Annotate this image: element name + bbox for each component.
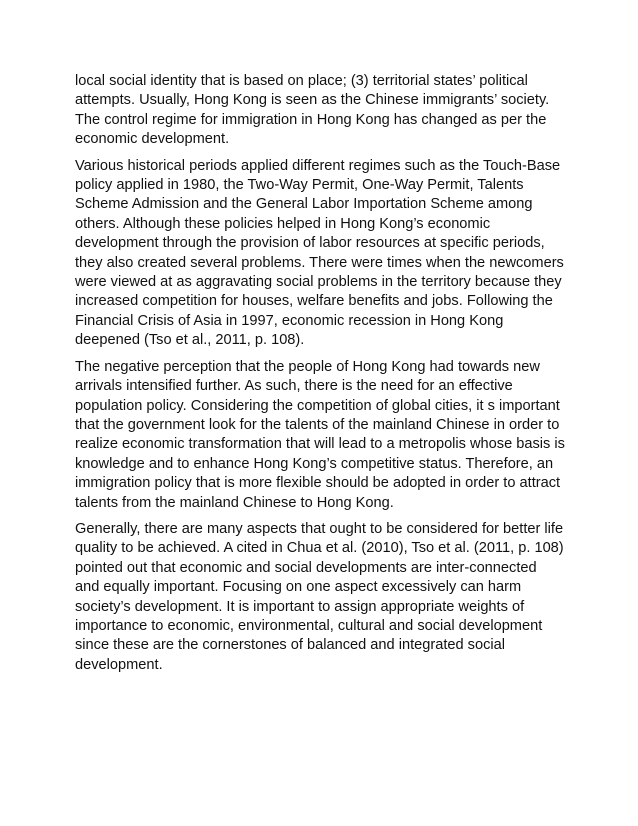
paragraph-negative-perception: The negative perception that the people of Hong Kong had towards new arrivals intensified further. As such, there is the need for an effective population policy. Considering the competition of global cities, it s important that the government look for the talents of the mainland Chinese in order to realize economic transformation that will lead to a metropolis whose basis is knowledge and to enhance Hong Kong’s competitive status. Therefore, an immigration policy that is more flexible should be adopted in order to attract talents from the mainland Chinese to Hong Kong.	[75, 358, 565, 511]
paragraph-life-quality: Generally, there are many aspects that ought to be considered for better life quality to be achieved. A cited in Chua et al. (2010), Tso et al. (2011, p. 108) pointed out that economic and social developments are inter-connected and equally important. Focusing on one aspect excessively can harm society’s development. It is important to assign appropriate weights of importance to economic, environmental, cultural and social development since these are the cornerstones of balanced and integrated social development.	[75, 520, 564, 673]
document-page	[75, 72, 565, 682]
paragraph-continuation: local social identity that is based on place; (3) territorial states’ political attempts. Usually, Hong Kong is seen as the Chinese immigrants’ society. The control regime for immigration in Hong Kong has changed as per the economic development.	[75, 73, 550, 148]
paragraph-historical-regimes: Various historical periods applied different regimes such as the Touch-Base policy applied in 1980, the Two-Way Permit, One-Way Permit, Talents Scheme Admission and the General Labor Importation Scheme among others. Although these policies helped in Hong Kong’s economic development through the provision of labor resources at specific periods, they also created several problems. There were times when the newcomers were viewed at as aggravating social problems in the territory because they increased competition for houses, welfare benefits and jobs. Following the Financial Crisis of Asia in 1997, economic recession in Hong Kong deepened (Tso et al., 2011, p. 108).	[75, 157, 564, 349]
